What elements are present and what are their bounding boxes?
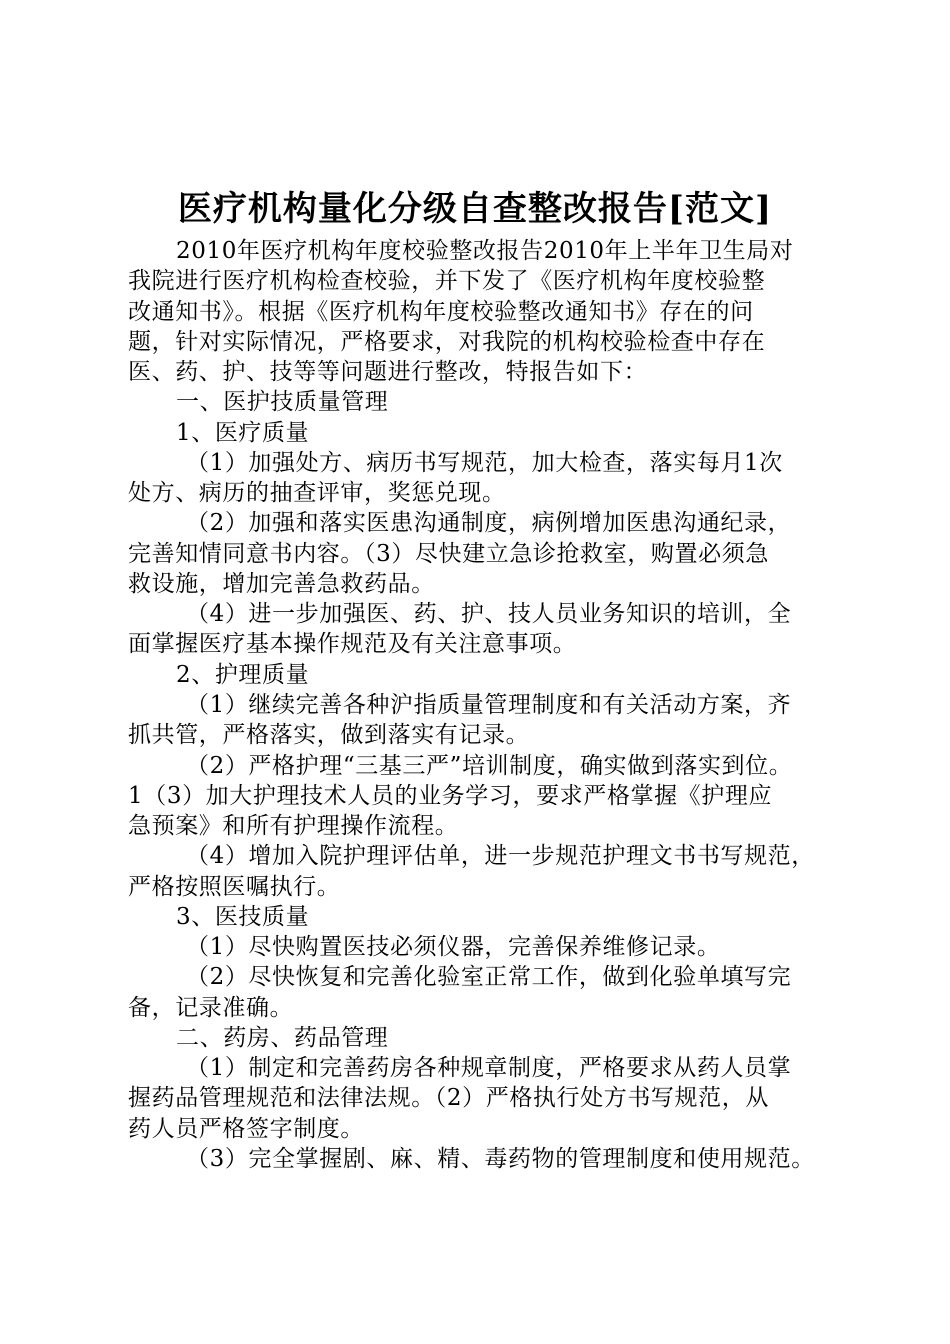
list-item-line: 药人员严格签字制度。: [128, 1115, 364, 1142]
list-item-line: 严格按照医嘱执行。: [128, 873, 341, 900]
paragraph-line: 改通知书》。根据《医疗机构年度校验整改通知书》存在的问: [128, 298, 754, 325]
list-item-line: 握药品管理规范和法律法规。（2）严格执行处方书写规范，从: [128, 1085, 769, 1112]
list-item-line: （1）加强处方、病历书写规范，加大检查，落实每月1次: [186, 449, 783, 476]
paragraph-line: 医、药、护、技等等问题进行整改，特报告如下：: [128, 359, 648, 386]
list-item-line: （2）加强和落实医患沟通制度，病例增加医患沟通纪录，: [186, 510, 792, 537]
list-item-line: 完善知情同意书内容。（3）尽快建立急诊抢救室，购置必须急: [128, 540, 769, 567]
list-item-line: （1）尽快购置医技必须仪器，完善保养维修记录。: [186, 934, 721, 961]
list-item-line: 备，记录准确。: [128, 994, 294, 1021]
subsection-heading: 2、护理质量: [176, 661, 310, 688]
subsection-heading: 1、医疗质量: [176, 419, 310, 446]
section-heading: 二、药房、药品管理: [176, 1024, 389, 1051]
list-item-line: 急预案》和所有护理操作流程。: [128, 813, 459, 840]
section-heading: 一、医护技质量管理: [176, 389, 389, 416]
list-item-line: （4）进一步加强医、药、护、技人员业务知识的培训，全: [186, 601, 792, 628]
list-item-line: （1）继续完善各种沪指质量管理制度和有关活动方案，齐: [186, 691, 792, 718]
list-item-line: 救设施，增加完善急救药品。: [128, 570, 435, 597]
paragraph-line: 2010年医疗机构年度校验整改报告2010年上半年卫生局对: [176, 238, 794, 264]
list-item-line: （1）制定和完善药房各种规章制度，严格要求从药人员掌: [186, 1055, 792, 1082]
list-item-line: （2）尽快恢复和完善化验室正常工作，做到化验单填写完: [186, 964, 792, 991]
list-item-line: （2）严格护理“三基三严”培训制度，确实做到落实到位。: [186, 752, 793, 779]
list-item-line: 1（3）加大护理技术人员的业务学习，要求严格掌握《护理应: [128, 782, 773, 809]
list-item-line: 面掌握医疗基本操作规范及有关注意事项。: [128, 631, 577, 658]
document-title: 医疗机构量化分级自查整改报告[范文]: [177, 189, 773, 229]
list-item-line: 处方、病历的抽查评审，奖惩兑现。: [128, 480, 506, 507]
list-item-line: （3）完全掌握剧、麻、精、毒药物的管理制度和使用规范。: [186, 1145, 815, 1172]
list-item-line: 抓共管，严格落实，做到落实有记录。: [128, 722, 530, 749]
document-body: [128, 236, 828, 1174]
list-item-line: （4）增加入院护理评估单，进一步规范护理文书书写规范，: [186, 843, 815, 870]
paragraph-line: 我院进行医疗机构检查校验，并下发了《医疗机构年度校验整: [128, 268, 766, 295]
subsection-heading: 3、医技质量: [176, 903, 310, 930]
paragraph-line: 题，针对实际情况，严格要求，对我院的机构校验检查中存在: [128, 328, 766, 355]
